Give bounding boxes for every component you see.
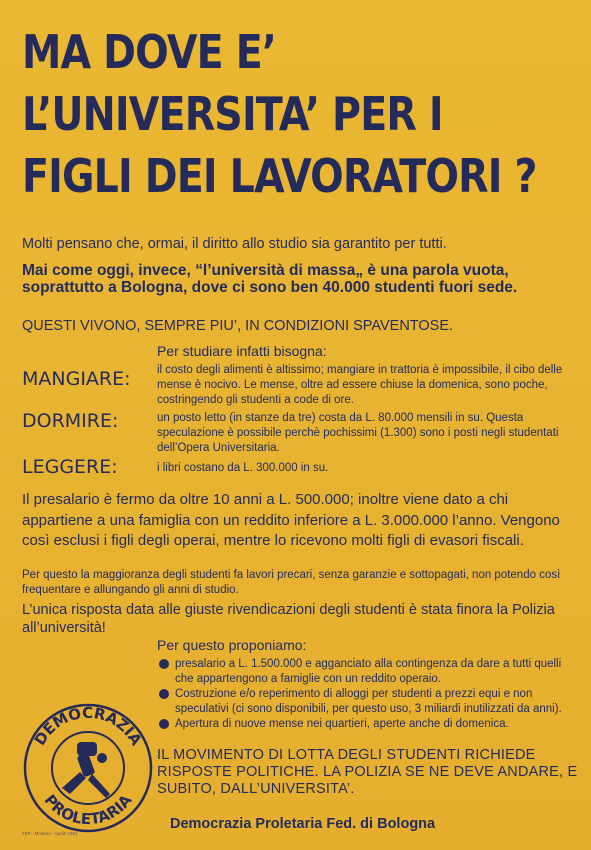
- logo-bottom-path: PROLETARIA: [40, 791, 136, 829]
- bullet-icon: [159, 689, 169, 699]
- logo-top-path: DEMOCRAZIA: [30, 703, 146, 749]
- need-text-eat: il costo degli alimenti è altissimo; mangiare in trattoria è impossibile, il cibo delle mense è nocivo. Le mense, oltre ad essere chiuse la domenica, sono poche, costringendo gli studenti a code di ore.: [157, 364, 563, 406]
- proposals-intro: Per questo proponiamo:: [157, 637, 307, 653]
- majority-text: Per questo la maggioranza degli studenti fa lavori precari, senza garanzie e sottopagati, non potendo così frequentare e allungando gli anni di studio.: [22, 569, 561, 596]
- need-text-sleep: un posto letto (in stanze da tre) costa da L. 80.000 mensili in su. Questa speculazione è possibile perchè pochissimi (1.300) sono i posti negli studentati dell’Opera Universitaria.: [157, 412, 559, 454]
- raised-fist-icon: [62, 742, 110, 798]
- list-item: [157, 657, 572, 687]
- study-intro: Per studiare infatti bisogna:: [157, 343, 327, 359]
- emphasis-text: Mai come oggi, invece, “l’università di massa„ è una parola vuota, soprattutto a Bologna, dove ci sono ben 40.000 studenti fuori sede.: [22, 262, 518, 296]
- need-label-eat: MANGIARE:: [22, 368, 131, 390]
- bullet-icon: [159, 659, 169, 669]
- headline-line-1: MA DOVE E’: [22, 25, 277, 79]
- proposal-text: Apertura di nuove mense nei quartieri, aperte anche di domenica.: [175, 718, 509, 730]
- headline: [22, 22, 537, 208]
- list-item: [157, 687, 572, 717]
- police-text: L’unica risposta data alle giuste rivendicazioni degli studenti è stata finora la Polizia all’università!: [22, 602, 555, 636]
- conditions-text: QUESTI VIVONO, SEMPRE PIU’, IN CONDIZIONI SPAVENTOSE.: [22, 318, 454, 334]
- need-label-read: LEGGERE:: [22, 456, 118, 478]
- bullet-icon: [159, 719, 169, 729]
- proposals-list: [157, 657, 572, 732]
- signature: Democrazia Proletaria Fed. di Bologna: [170, 816, 436, 832]
- presalario-text: Il presalario è fermo da oltre 10 anni a L. 500.000; inoltre viene dato a chi appartiene a una famiglia con un reddito inferiore a L. 3.000.000 l’anno. Vengono così esclusi i figli degli operai, mentre lo ricevono molti figli di evasori fiscali.: [22, 491, 560, 549]
- headline-line-2: L’UNIVERSITA’ PER I: [22, 87, 443, 141]
- list-item: [157, 717, 572, 732]
- need-label-sleep: DORMIRE:: [22, 410, 119, 432]
- proposal-text: presalario a L. 1.500.000 e agganciato alla contingenza da dare a tutti quelli che appartengono a famiglie con un reddito operaio.: [175, 658, 562, 685]
- intro-text: Molti pensano che, ormai, il diritto allo studio sia garantito per tutti.: [22, 236, 447, 252]
- democrazia-proletaria-logo: [22, 702, 154, 834]
- need-text-read: i libri costano da L. 300.000 in su.: [157, 462, 329, 474]
- headline-line-3: FIGLI DEI LAVORATORI ?: [22, 149, 537, 203]
- call-to-action: IL MOVIMENTO DI LOTTA DEGLI STUDENTI RICHIEDE RISPOSTE POLITICHE. LA POLIZIA SE NE DEVE ANDARE, E SUBITO, DALL’UNIVERSITA’.: [157, 747, 578, 797]
- proposal-text: Costruzione e/o reperimento di alloggi per studenti a prezzi equi e non speculativi (ci sono disponibili, per questo uso, 3 miliardi inutilizzati da anni).: [175, 688, 562, 715]
- printer-note: TEP · Modena · Aprile 1981: [22, 831, 78, 836]
